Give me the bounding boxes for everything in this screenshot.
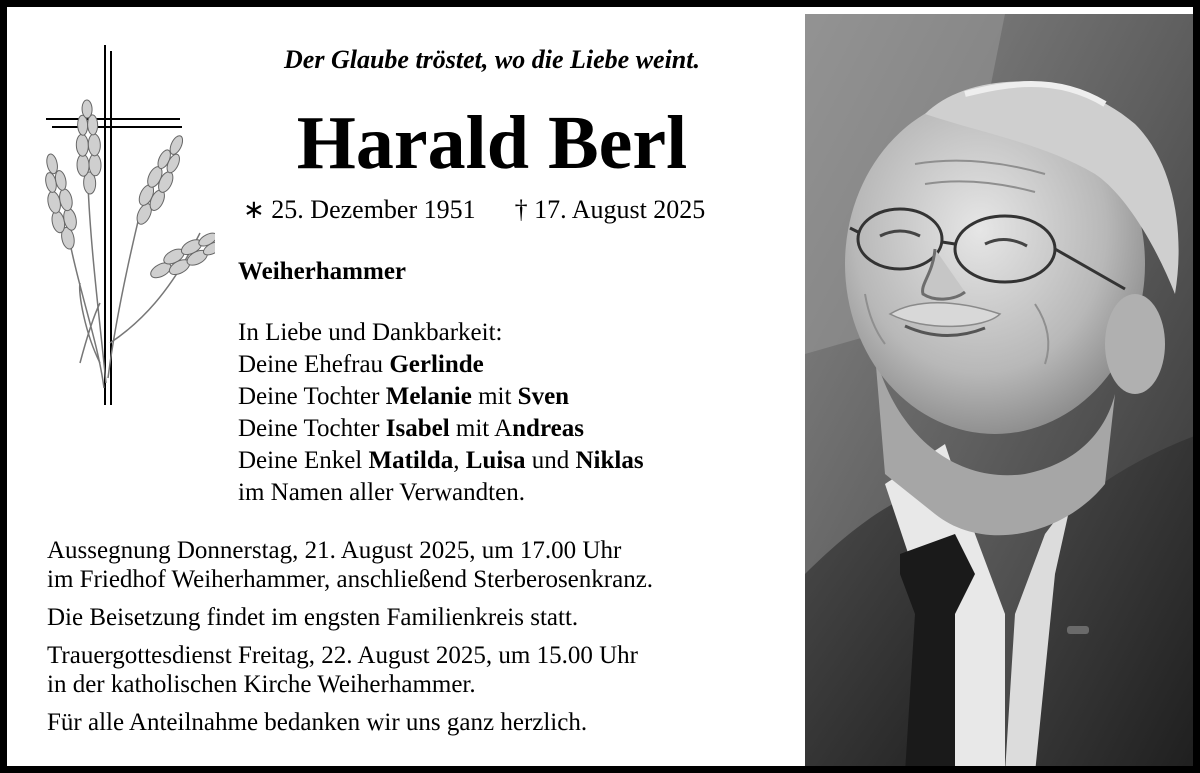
grandchild-name: Matilda [368, 447, 454, 474]
family-line-daughter-2: Deine Tochter Isabel mit Andreas [238, 415, 584, 442]
birth-symbol: ∗ [243, 195, 265, 224]
family-line-grandchildren: Deine Enkel Matilda, Luisa und Niklas [238, 447, 644, 474]
funeral-notices [47, 536, 807, 746]
family-line-daughter-1: Deine Tochter Melanie mit Sven [238, 383, 570, 410]
family-closing: im Namen aller Verwandten. [238, 479, 525, 506]
thanks-notice: Für alle Anteilnahme bedanken wir uns ganz herzlich. [47, 709, 588, 736]
partner-name: ndreas [512, 415, 584, 442]
family-intro: In Liebe und Dankbarkeit: [238, 319, 503, 346]
grandchild-name: Niklas [575, 447, 644, 474]
cross-with-wheat-icon [40, 43, 215, 413]
blessing-notice: Aussegnung Donnerstag, 21. August 2025, um 17.00 Uhr im Friedhof Weiherhammer, anschließend Sterberosenkranz. [47, 537, 654, 593]
motto: Der Glaube tröstet, wo die Liebe weint. [284, 45, 700, 74]
burial-notice: Die Beisetzung findet im engsten Familienkreis statt. [47, 604, 579, 631]
daughter-name: Isabel [385, 415, 450, 442]
family-line-wife: Deine Ehefrau Gerlinde [238, 351, 484, 378]
partner-name: Sven [517, 383, 570, 410]
service-notice: Trauergottesdienst Freitag, 22. August 2025, um 15.00 Uhr in der katholischen Kirche Weiherhammer. [47, 642, 638, 698]
death-symbol: † [514, 195, 528, 224]
portrait-photo [805, 14, 1200, 773]
deceased-name: Harald Berl [296, 101, 688, 185]
grandchild-name: Luisa [465, 447, 526, 474]
family-list [238, 317, 644, 509]
wife-name: Gerlinde [389, 351, 484, 378]
life-dates [243, 195, 705, 225]
daughter-name: Melanie [385, 383, 472, 410]
place: Weiherhammer [238, 258, 407, 285]
birth-date: 25. Dezember 1951 [271, 195, 476, 224]
death-date: 17. August 2025 [534, 195, 706, 224]
